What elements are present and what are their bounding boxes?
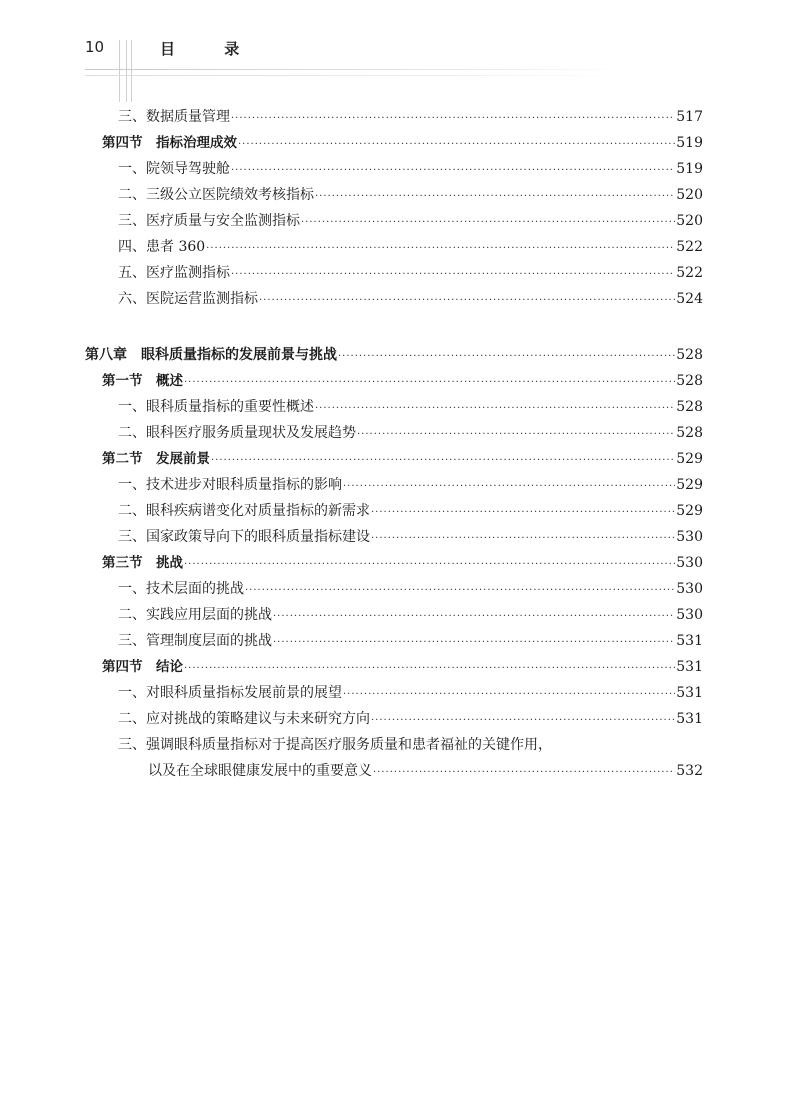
toc-entry-page: 528 [676, 425, 703, 441]
dot-leader [184, 656, 675, 682]
header-rule-horizontal [85, 69, 625, 70]
toc-entry-title: 第二节 发展前景 [102, 451, 210, 467]
toc-entry-page: 529 [676, 451, 703, 467]
toc-entry-item [118, 732, 552, 758]
toc-entry-chapter [85, 342, 703, 368]
toc-entry-page: 528 [676, 373, 703, 389]
toc-entry-title: 一、对眼科质量指标发展前景的展望 [118, 685, 342, 701]
dot-leader [184, 552, 675, 578]
toc-entry-item [118, 524, 703, 550]
toc-entry-section [102, 446, 703, 472]
dot-leader [371, 500, 675, 526]
dot-leader [357, 422, 675, 448]
dot-leader [231, 262, 675, 288]
toc-entry-title: 三、数据质量管理 [118, 109, 230, 125]
toc-entry-page: 529 [676, 477, 703, 493]
toc-entry-item [118, 628, 703, 654]
toc-entry-title: 三、医疗质量与安全监测指标 [118, 213, 300, 229]
dot-leader [315, 184, 675, 210]
dot-leader [343, 682, 675, 708]
toc-entry-item [118, 680, 703, 706]
toc-entry-title: 一、技术层面的挑战 [118, 581, 244, 597]
toc-entry-title: 四、患者 360 [118, 239, 206, 255]
header-rule-vertical [131, 40, 132, 102]
toc-entry-title: 一、眼科质量指标的重要性概述 [118, 399, 314, 415]
dot-leader [273, 630, 675, 656]
toc-entry-page: 531 [676, 711, 703, 727]
toc-entry-item [118, 286, 703, 312]
toc-entry-title: 五、医疗监测指标 [118, 265, 230, 281]
toc-entry-page: 520 [676, 213, 703, 229]
toc-entry-section [102, 130, 703, 156]
toc-entry-item [118, 182, 703, 208]
toc-entry-item [118, 576, 703, 602]
dot-leader [273, 604, 675, 630]
dot-leader [338, 344, 675, 370]
dot-leader [231, 106, 675, 132]
toc-entry-page: 522 [676, 239, 703, 255]
dot-leader [301, 210, 675, 236]
toc-entry-page: 519 [676, 161, 703, 177]
toc-entry-page: 531 [676, 659, 703, 675]
toc-entry-title: 一、院领导驾驶舱 [118, 161, 230, 177]
dot-leader [373, 760, 675, 786]
header-rule-horizontal [85, 75, 625, 76]
toc-entry-title: 六、医院运营监测指标 [118, 291, 258, 307]
toc-entry-page: 520 [676, 187, 703, 203]
toc-entry-title: 二、实践应用层面的挑战 [118, 607, 272, 623]
dot-leader [371, 708, 675, 734]
toc-entry-page: 528 [676, 399, 703, 415]
header-rule-vertical [126, 40, 127, 102]
toc-entry-item [118, 104, 703, 130]
toc-entry-page: 530 [676, 607, 703, 623]
dot-leader [184, 370, 675, 396]
toc-entry-section [102, 368, 703, 394]
toc-entry-title: 二、眼科疾病谱变化对质量指标的新需求 [118, 503, 370, 519]
dot-leader [259, 288, 675, 314]
toc-entry-page: 528 [676, 347, 703, 363]
toc-entry-item [118, 472, 703, 498]
toc-entry-title: 二、眼科医疗服务质量现状及发展趋势 [118, 425, 356, 441]
toc-entry-page: 529 [676, 503, 703, 519]
toc-entry-title: 二、三级公立医院绩效考核指标 [118, 187, 314, 203]
toc-entry-page: 531 [676, 685, 703, 701]
toc-entry-page: 522 [676, 265, 703, 281]
toc-entry-page: 530 [676, 529, 703, 545]
toc-entry-title: 一、技术进步对眼科质量指标的影响 [118, 477, 342, 493]
toc-entry-title: 第四节 结论 [102, 659, 183, 675]
dot-leader [206, 236, 675, 262]
toc-entry-item [118, 706, 703, 732]
dot-leader [238, 132, 675, 158]
toc-entry-title: 第一节 概述 [102, 373, 183, 389]
toc-entry-title: 第三节 挑战 [102, 555, 183, 571]
dot-leader [371, 526, 675, 552]
toc-entry-title: 二、应对挑战的策略建议与未来研究方向 [118, 711, 370, 727]
dot-leader [211, 448, 675, 474]
toc-entry-item [118, 394, 703, 420]
toc-entry-page: 531 [676, 633, 703, 649]
toc-entry-item [118, 234, 703, 260]
dot-leader [231, 158, 675, 184]
dot-leader [245, 578, 675, 604]
toc-entry-cont [148, 758, 703, 784]
toc-entry-title: 三、强调眼科质量指标对于提高医疗服务质量和患者福祉的关键作用， [118, 737, 552, 753]
header-rule-vertical [119, 40, 120, 102]
page-number: 10 [85, 38, 105, 56]
toc-entry-title: 第八章 眼科质量指标的发展前景与挑战 [85, 347, 337, 363]
toc-entry-item [118, 420, 703, 446]
dot-leader [315, 396, 675, 422]
toc-entry-item [118, 602, 703, 628]
toc-entry-item [118, 260, 703, 286]
toc-entry-title: 三、管理制度层面的挑战 [118, 633, 272, 649]
page-header [0, 0, 800, 110]
toc-entry-page: 519 [676, 135, 703, 151]
toc-entry-title: 以及在全球眼健康发展中的重要意义 [148, 763, 372, 779]
toc-entry-item [118, 498, 703, 524]
dot-leader [343, 474, 675, 500]
toc-entry-title: 第四节 指标治理成效 [102, 135, 237, 151]
toc-entry-page: 532 [676, 763, 703, 779]
toc-entry-item [118, 208, 703, 234]
toc-entry-page: 517 [676, 109, 703, 125]
toc-entry-item [118, 156, 703, 182]
toc-entry-title: 三、国家政策导向下的眼科质量指标建设 [118, 529, 370, 545]
toc-entry-section [102, 654, 703, 680]
toc-entry-page: 530 [676, 555, 703, 571]
toc-entry-page: 524 [676, 291, 703, 307]
header-title: 目 录 [160, 40, 262, 58]
toc-entry-page: 530 [676, 581, 703, 597]
toc-entry-section [102, 550, 703, 576]
